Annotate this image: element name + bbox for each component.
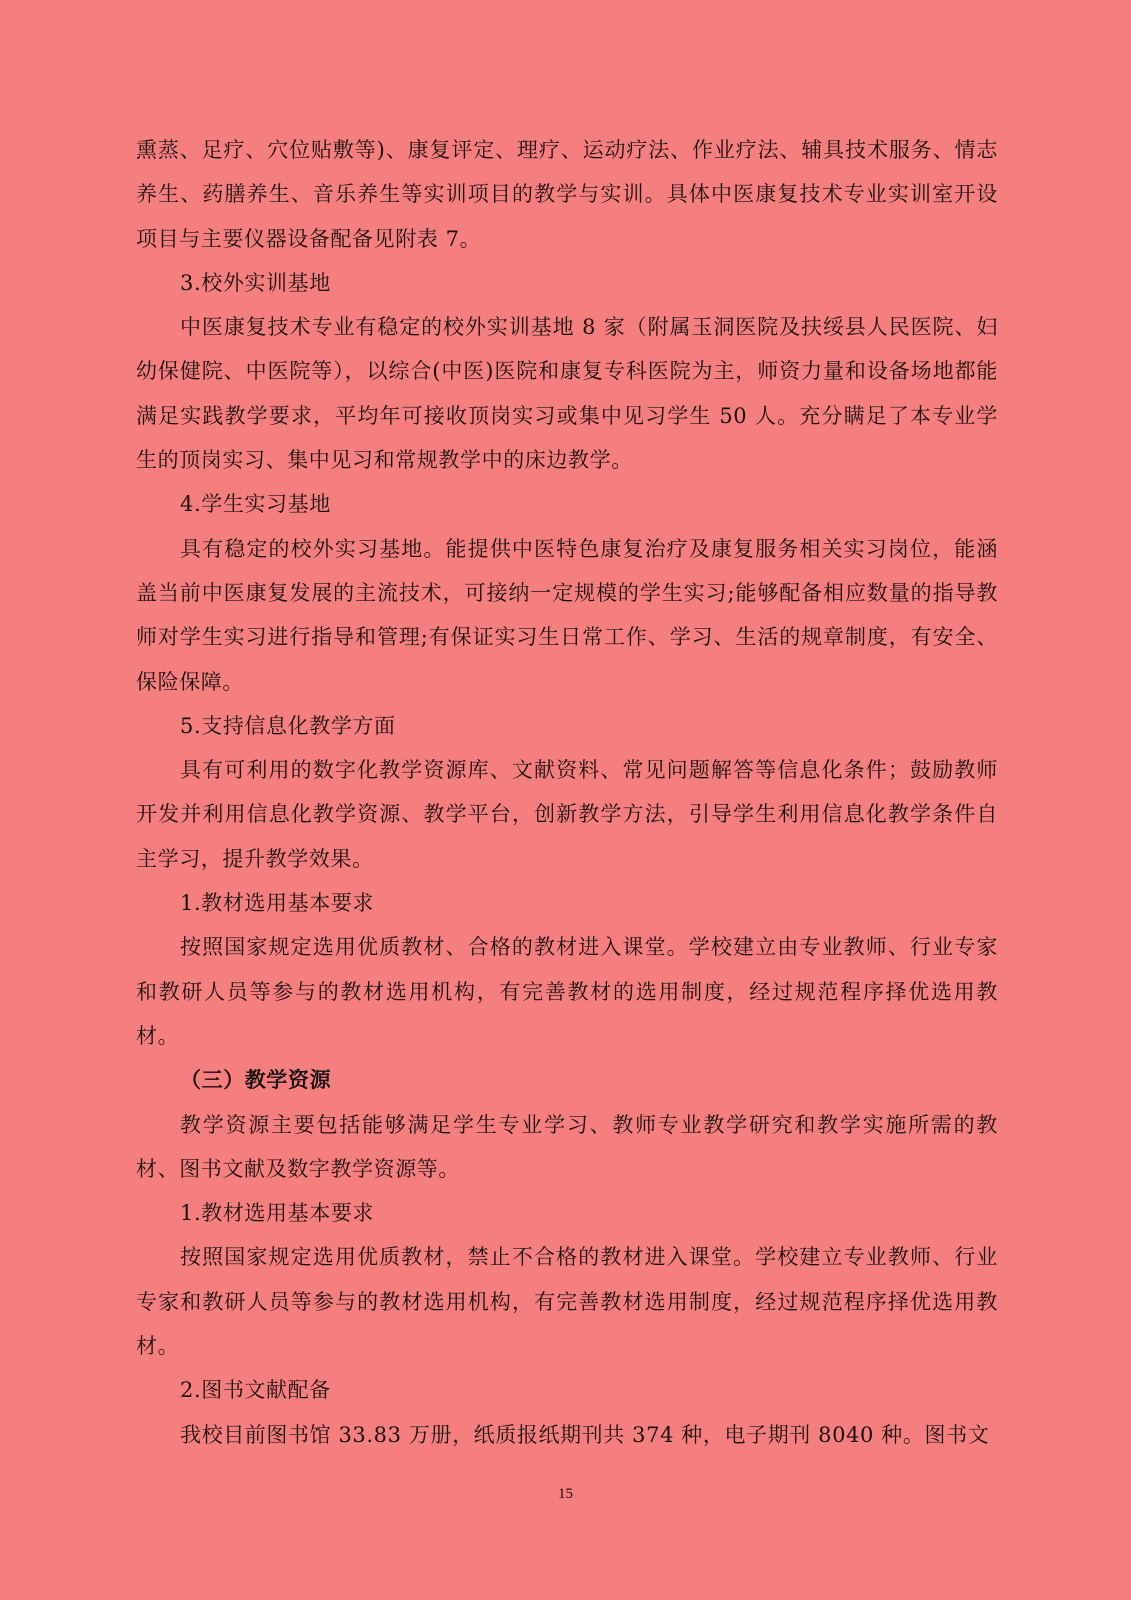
page-number: 15 [558, 1486, 573, 1502]
subheading-student-internship-base: 4.学生实习基地 [180, 492, 331, 517]
paragraph-student-internship-base: 具有稳定的校外实习基地。能提供中医特色康复治疗及康复服务相关实习岗位，能涵盖当前中医康复发展的主流技术，可接纳一定规模的学生实习;能够配备相应数量的指导教师对学生实习进行指导和管理;有保证实习生日常工作、学习、生活的规章制度，有安全、保险保障。 [136, 536, 998, 694]
paragraph-informatization-teaching: 具有可利用的数字化教学资源库、文献资料、常见问题解答等信息化条件；鼓励教师开发并利用信息化教学资源、教学平台，创新教学方法，引导学生利用信息化教学条件自主学习，提升教学效果。 [136, 758, 998, 871]
document-body [136, 128, 998, 1457]
paragraph-continuation: 熏蒸、足疗、穴位贴敷等)、康复评定、理疗、运动疗法、作业疗法、辅具技术服务、情志养生、药膳养生、音乐养生等实训项目的教学与实训。具体中医康复技术专业实训室开设项目与主要仪器设备配备见附表 7。 [136, 138, 998, 251]
subheading-library-resources: 2.图书文献配备 [180, 1378, 331, 1403]
subheading-informatization-teaching: 5.支持信息化教学方面 [180, 713, 396, 738]
subheading-textbook-selection: 1.教材选用基本要求 [180, 891, 375, 916]
subheading-offcampus-training-base: 3.校外实训基地 [180, 270, 331, 295]
paragraph-library-resources: 我校目前图书馆 33.83 万册，纸质报纸期刊共 374 种，电子期刊 8040 种。图书文 [180, 1422, 990, 1447]
subheading-textbook-selection-2: 1.教材选用基本要求 [180, 1201, 375, 1226]
paragraph-teaching-resources: 教学资源主要包括能够满足学生专业学习、教师专业教学研究和教学实施所需的教材、图书文献及数字教学资源等。 [136, 1112, 998, 1181]
paragraph-offcampus-training-base: 中医康复技术专业有稳定的校外实训基地 8 家（附属玉洞医院及扶绥县人民医院、妇幼保健院、中医院等），以综合(中医)医院和康复专科医院为主，师资力量和设备场地都能满足实践教学要求，平均年可接收顶岗实习或集中见习学生 50 人。充分瞒足了本专业学生的顶岗实习、集中见习和常规教学中的床边教学。 [136, 315, 998, 473]
paragraph-textbook-selection: 按照国家规定选用优质教材、合格的教材进入课堂。学校建立由专业教师、行业专家和教研人员等参与的教材选用机构，有完善教材的选用制度，经过规范程序择优选用教材。 [136, 935, 998, 1048]
paragraph-textbook-selection-2: 按照国家规定选用优质教材，禁止不合格的教材进入课堂。学校建立专业教师、行业专家和教研人员等参与的教材选用机构，有完善教材选用制度，经过规范程序择优选用教材。 [136, 1245, 998, 1359]
section-heading-teaching-resources: （三）教学资源 [180, 1067, 332, 1093]
